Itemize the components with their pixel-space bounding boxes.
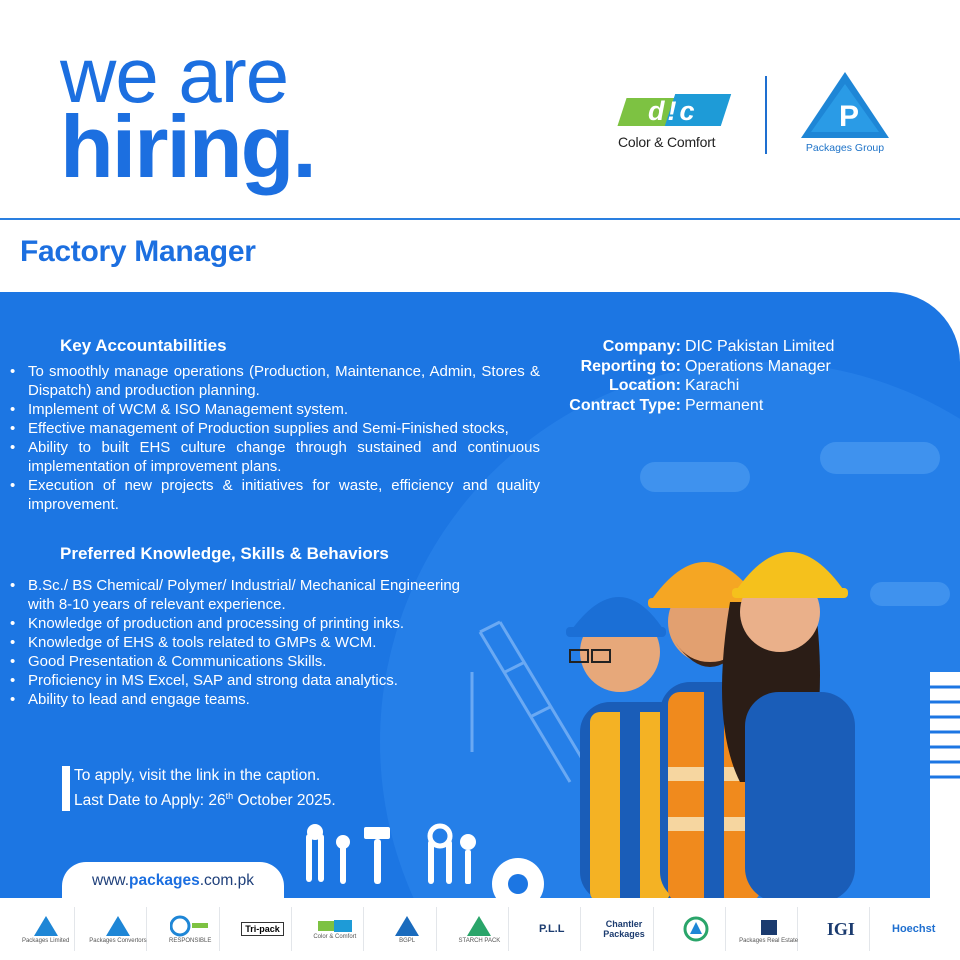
url-prefix: www. <box>92 872 130 889</box>
hoechst-logo <box>885 907 943 951</box>
bgpl-logo <box>379 907 437 951</box>
cloud-icon <box>820 442 940 474</box>
contract-label: Contract Type: <box>569 396 681 414</box>
responsible-icon <box>170 915 210 937</box>
location-value: Karachi <box>685 377 740 394</box>
list-item: • To smoothly manage operations (Production, Maintenance, Admin, Stores & Dispatch) and production planning. <box>10 362 540 400</box>
footer-logo-label: Packages Real Estate <box>739 937 799 944</box>
packages-triangle-icon <box>33 915 59 937</box>
list-item: • Ability to lead and engage teams. <box>10 690 460 709</box>
company-value: DIC Pakistan Limited <box>685 338 835 355</box>
footer-logo-label: Packages Convertors <box>89 937 147 944</box>
contract-row <box>520 396 950 416</box>
deadline-prefix: Last Date to Apply: 26 <box>74 792 226 810</box>
hero-line-1: we are <box>60 31 289 119</box>
starchpack-logo <box>451 907 509 951</box>
footer-logo-label: RESPONSIBLE <box>169 937 212 944</box>
svg-text:P: P <box>839 100 860 133</box>
job-title: Factory Manager <box>20 235 256 268</box>
workers-illustration <box>470 522 960 898</box>
deadline-suffix: October 2025. <box>233 792 336 810</box>
dic-badge-icon <box>618 92 730 130</box>
dic-icon <box>316 919 354 933</box>
real-estate-logo <box>740 907 798 951</box>
packages-triangle-icon <box>466 915 492 937</box>
packages-circle-icon <box>683 916 709 942</box>
dic-logo <box>618 92 738 150</box>
footer-logo-label: STARCH PACK <box>458 937 501 944</box>
header-divider <box>0 218 960 220</box>
list-item: • Ability to built EHS culture change through sustained and continuous implementation of improvement plans. <box>10 438 540 476</box>
contract-value: Permanent <box>685 396 764 414</box>
packages-group-tagline: Packages Group <box>805 142 885 154</box>
dic-footer-logo <box>306 907 364 951</box>
url-suffix: .com.pk <box>199 872 254 889</box>
company-row <box>520 337 950 357</box>
list-item: • B.Sc./ BS Chemical/ Polymer/ Industrial/ Mechanical Engineering with 8-10 years of relevant experience. <box>10 576 460 614</box>
accountabilities-heading: Key Accountabilities <box>60 336 227 355</box>
packages-group-logo <box>790 70 900 154</box>
hero-line-2: hiring. <box>60 97 315 197</box>
packages-triangle-icon <box>394 915 420 937</box>
skills-list <box>10 576 460 709</box>
reporting-label: Reporting to: <box>580 357 681 375</box>
reporting-row <box>520 357 950 377</box>
chantler-logo <box>596 907 654 951</box>
responsible-logo <box>162 907 220 951</box>
list-item: • Good Presentation & Communications Skills. <box>10 652 460 671</box>
list-item: • Effective management of Production supplies and Semi-Finished stocks, <box>10 419 540 438</box>
hammer-icon <box>364 827 390 884</box>
website-url[interactable] <box>62 862 284 898</box>
dic-tagline: Color & Comfort <box>618 134 716 150</box>
pliers-icon <box>306 824 324 882</box>
company-label: Company: <box>602 338 681 355</box>
deadline-sup: th <box>225 791 234 801</box>
igi-icon: IGI <box>826 918 855 939</box>
footer-logo-label: BGPL <box>399 937 416 944</box>
reporting-value: Operations Manager <box>685 357 831 375</box>
building-icon <box>930 672 960 898</box>
apply-instructions <box>62 766 336 811</box>
building-windows <box>930 687 960 777</box>
igi-logo <box>812 907 870 951</box>
packages-circle-logo <box>668 907 726 951</box>
job-details <box>520 337 950 415</box>
footer-logo-label: Packages Limited <box>21 937 70 944</box>
tripack-icon: Tri-pack <box>241 922 284 936</box>
packages-triangle-icon <box>799 70 891 140</box>
details-panel <box>0 292 960 898</box>
list-item: • Knowledge of production and processing of printing inks. <box>10 614 460 633</box>
url-domain: packages <box>129 872 200 889</box>
list-item: • Implement of WCM & ISO Management system. <box>10 400 540 419</box>
list-item: • Knowledge of EHS & tools related to GMPs & WCM. <box>10 633 460 652</box>
pliers-icon <box>428 826 452 884</box>
pll-logo <box>523 907 581 951</box>
deadline-line <box>74 786 336 811</box>
chantler-icon: Chantler Packages <box>603 919 645 939</box>
footer-logo-label: Color & Comfort <box>313 933 357 940</box>
pll-icon: P.L.L <box>538 923 565 935</box>
tripack-logo <box>234 907 292 951</box>
accountabilities-list <box>10 362 540 514</box>
crane-icon <box>472 622 590 782</box>
wrench-icon <box>336 835 350 884</box>
cloud-icon <box>640 462 750 492</box>
packages-triangle-icon <box>105 915 131 937</box>
logo-divider <box>765 76 767 154</box>
dic-logo-text: d!c <box>648 96 698 126</box>
apply-line: To apply, visit the link in the caption. <box>74 767 321 784</box>
location-row <box>520 376 950 396</box>
partner-logos-bar <box>0 898 960 960</box>
list-item: • Proficiency in MS Excel, SAP and strong data analytics. <box>10 671 460 690</box>
skills-heading: Preferred Knowledge, Skills & Behaviors <box>60 544 389 563</box>
hoechst-icon: Hoechst <box>892 923 936 935</box>
real-estate-icon <box>758 915 780 937</box>
list-item: • Execution of new projects & initiatives for waste, efficiency and quality improvement. <box>10 476 540 514</box>
packages-convertors-logo <box>89 907 147 951</box>
hero-headline <box>60 31 315 197</box>
location-label: Location: <box>609 377 681 394</box>
packages-limited-logo <box>17 907 75 951</box>
